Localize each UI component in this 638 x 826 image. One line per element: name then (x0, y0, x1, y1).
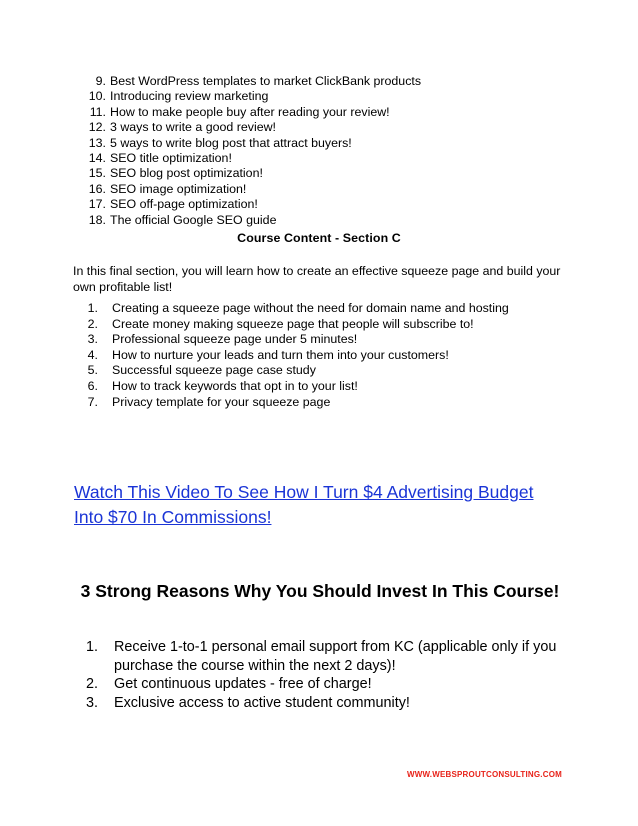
list-item-text: SEO off-page optimization! (110, 197, 258, 212)
list-item (76, 166, 576, 181)
list-item (76, 301, 576, 317)
list-item (76, 363, 576, 379)
list-item-text: Create money making squeeze page that people will subscribe to! (112, 316, 474, 331)
list-item-text: Get continuous updates - free of charge! (114, 676, 372, 692)
list-item-text: SEO title optimization! (110, 151, 232, 166)
list-item-number: 9. (95, 74, 106, 88)
list-item-text: Receive 1-to-1 personal email support from KC (applicable only if you purchase the course within the next 2 days)! (114, 639, 557, 674)
reasons-heading: 3 Strong Reasons Why You Should Invest In This Course! (80, 581, 560, 601)
course-topic-list-continued (76, 74, 576, 228)
list-item-text: Successful squeeze page case study (112, 363, 316, 378)
list-item-number: 1. (87, 301, 98, 315)
list-item-text: How to make people buy after reading your review! (110, 104, 390, 119)
list-item (76, 638, 566, 675)
list-item (76, 182, 576, 197)
list-item-text: 5 ways to write blog post that attract buyers! (110, 135, 352, 150)
list-item-text: The official Google SEO guide (110, 212, 277, 227)
list-item-number: 2. (87, 316, 98, 331)
list-item-text: Creating a squeeze page without the need for domain name and hosting (112, 301, 509, 315)
list-item-text: Introducing review marketing (110, 89, 269, 104)
section-c-heading: Course Content - Section C (237, 231, 401, 245)
list-item-number: 13. (88, 135, 106, 150)
list-item (76, 395, 576, 411)
list-item-number: 4. (87, 347, 98, 362)
list-item-number: 11. (89, 104, 106, 119)
list-item-text: Exclusive access to active student community! (114, 694, 410, 711)
list-item (76, 136, 576, 151)
list-item-text: SEO blog post optimization! (110, 166, 263, 181)
footer-website-url: WWW.WEBSPROUTCONSULTING.COM (406, 770, 562, 779)
list-item (76, 105, 576, 120)
list-item-number: 2. (85, 676, 98, 692)
list-item-text: 3 ways to write a good review! (110, 120, 276, 135)
section-c-intro: In this final section, you will learn how to create an effective squeeze page and build your own profitable list! (73, 264, 561, 294)
list-item-text: Best WordPress templates to market ClickBank products (110, 74, 422, 88)
list-item-number: 18. (88, 212, 106, 227)
list-item (76, 348, 576, 364)
list-item-text: How to nurture your leads and turn them into your customers! (112, 347, 449, 362)
list-item-text: How to track keywords that opt in to your list! (112, 378, 358, 393)
list-item-text: Privacy template for your squeeze page (112, 394, 331, 409)
list-item (76, 332, 576, 348)
list-item-number: 1. (85, 639, 98, 655)
list-item (76, 197, 576, 212)
section-c-topic-list (76, 301, 576, 410)
list-item-number: 10. (88, 89, 106, 104)
reasons-list (76, 638, 566, 712)
list-item-number: 14. (88, 151, 106, 166)
list-item-number: 17. (88, 197, 106, 212)
watch-video-link[interactable]: Watch This Video To See How I Turn $4 Advertising Budget Into $70 In Commissions! (74, 482, 534, 527)
list-item (76, 379, 576, 395)
list-item-number: 6. (87, 378, 98, 393)
list-item (76, 151, 576, 166)
list-item-number: 7. (87, 394, 98, 409)
list-item (76, 675, 566, 694)
list-item-text: SEO image optimization! (110, 181, 247, 196)
list-item-number: 15. (88, 166, 106, 181)
list-item-number: 3. (87, 332, 98, 347)
list-item (76, 213, 576, 228)
list-item (76, 317, 576, 333)
list-item-number: 3. (85, 694, 98, 711)
list-item-number: 12. (88, 120, 106, 135)
list-item (76, 74, 576, 89)
list-item (76, 89, 576, 104)
list-item (76, 120, 576, 135)
list-item (76, 694, 566, 713)
list-item-number: 16. (88, 181, 106, 196)
list-item-text: Professional squeeze page under 5 minutes! (112, 332, 358, 347)
list-item-number: 5. (87, 363, 98, 378)
